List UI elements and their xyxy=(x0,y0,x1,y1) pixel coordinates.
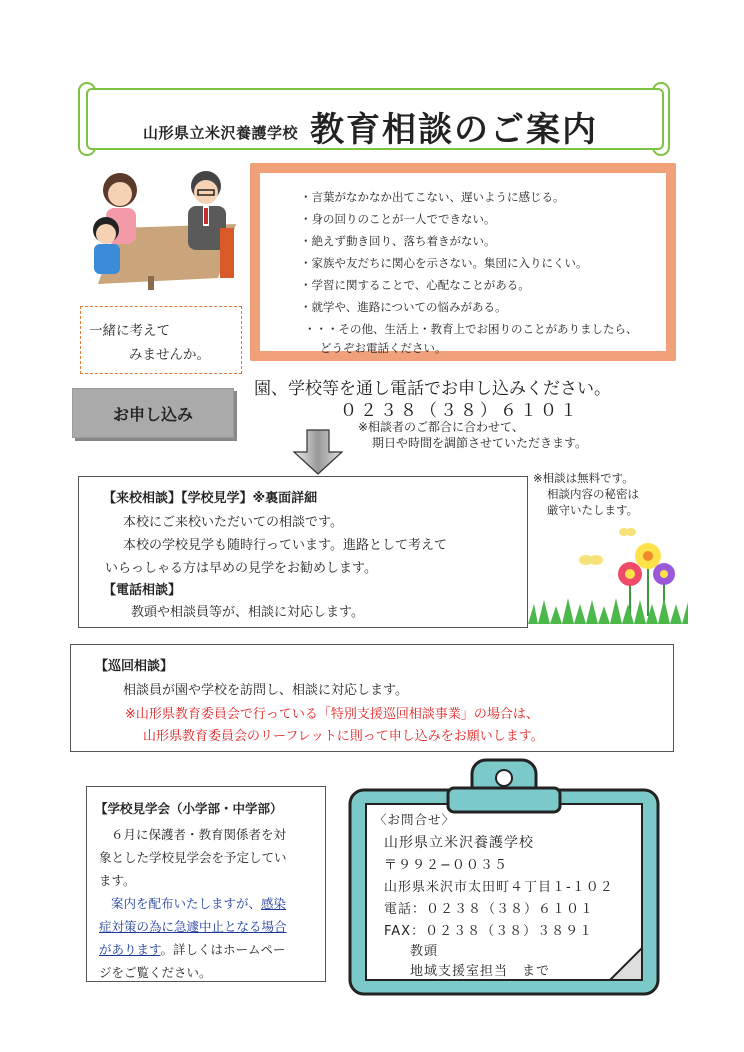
contact-postal: 〒９９２−００３５ xyxy=(384,858,508,873)
consultation-illustration xyxy=(88,168,238,290)
contact-department: 地域支援室担当 まで xyxy=(410,964,551,979)
contact-clipboard xyxy=(348,754,660,996)
concern-list-box xyxy=(250,163,676,361)
concern-item: ・家族や友だちに関心を示さない。集団に入りにくい。 xyxy=(300,256,588,270)
contact-school: 山形県立米沢養護学校 xyxy=(384,835,534,851)
visit-line-3: いらっしゃる方は早めの見学をお勧めします。 xyxy=(105,561,377,576)
school-tour-line: ６月に保護者・教育関係者を対 xyxy=(111,827,287,842)
together-line-2: みませんか。 xyxy=(129,347,210,363)
phone-number[interactable]: ０２３８（３８）６１０１ xyxy=(340,401,580,421)
phone-consultation-line: 教頭や相談員等が、相談に対応します。 xyxy=(131,605,364,620)
concern-item: ・学習に関することで、心配なことがある。 xyxy=(300,278,530,292)
title-banner xyxy=(78,82,670,154)
school-tour-heading: 【学校見学会（小学部・中学部） xyxy=(95,801,283,816)
free-note-line-1: ※相談は無料です。 xyxy=(533,471,634,485)
school-tour-text: 案内を配布いたしますが、 xyxy=(111,896,262,911)
contact-heading: 〈お問合せ〉 xyxy=(374,812,456,827)
cancellation-notice-link[interactable]: 症対策の為に急遽中止となる場合 xyxy=(99,919,287,934)
school-tour-line xyxy=(111,894,286,912)
school-tour-line: ます。 xyxy=(99,873,136,888)
together-line-1: 一緒に考えて xyxy=(89,323,170,339)
tour-red-note-1: ※山形県教育委員会で行っている「特別支援巡回相談事業」の場合は、 xyxy=(125,707,539,722)
contact-person: 教頭 xyxy=(410,944,439,959)
free-note-line-2: 相談内容の秘密は xyxy=(547,487,639,501)
school-tour-line: ジをご覧ください。 xyxy=(99,965,212,980)
tour-red-note-2: 山形県教育委員会のリーフレットに則って申し込みをお願いします。 xyxy=(143,729,544,744)
concern-list-inner xyxy=(260,173,666,355)
concern-item: ・絶えず動き回り、落ち着きがない。 xyxy=(300,234,496,248)
schedule-note-2: 期日や時間を調節させていただきます。 xyxy=(372,436,588,450)
flowers-illustration xyxy=(528,520,688,624)
free-note-line-3: 厳守いたします。 xyxy=(547,503,639,517)
schedule-note-1: ※相談者のご都合に合わせて、 xyxy=(358,420,524,434)
school-tour-box xyxy=(86,786,326,982)
apply-button[interactable] xyxy=(72,388,234,438)
concern-item: ・就学や、進路についての悩みがある。 xyxy=(300,300,507,314)
together-callout xyxy=(80,306,242,374)
page-title: 教育相談のご案内 xyxy=(310,110,598,150)
visit-line-2: 本校の学校見学も随時行っています。進路として考えて xyxy=(123,538,447,553)
concern-closing: ・・・その他、生活上・教育上でお困りのことがありましたら、 xyxy=(304,322,638,336)
down-arrow-icon xyxy=(292,428,344,476)
visit-line-1: 本校にご来校いただいての相談です。 xyxy=(123,515,343,530)
contact-tel[interactable]: 電話：０２３８（３８）６１０１ xyxy=(384,902,595,917)
cancellation-notice-link[interactable]: があります xyxy=(99,942,161,957)
concern-item: ・言葉がなかなか出てこない、遅いように感じる。 xyxy=(300,190,565,204)
school-tour-line xyxy=(99,940,286,958)
school-tour-line: 象とした学校見学会を予定してい xyxy=(99,850,287,865)
contact-address: 山形県米沢市太田町４丁目１-１０２ xyxy=(384,880,614,895)
phone-consultation-heading: 【電話相談】 xyxy=(103,583,182,598)
free-note xyxy=(533,470,683,518)
concern-closing-2: どうぞお電話ください。 xyxy=(320,341,447,355)
school-name: 山形県立米沢養護学校 xyxy=(143,124,299,142)
apply-button-label: お申し込み xyxy=(113,405,194,424)
concern-item: ・身の回りのことが一人でできない。 xyxy=(300,212,496,226)
tour-consultation-box xyxy=(70,644,674,752)
apply-instruction: 園、学校等を通し電話でお申し込みください。 xyxy=(254,379,611,399)
tour-heading: 【巡回相談】 xyxy=(95,659,174,674)
cancellation-notice-link[interactable]: 感染 xyxy=(261,896,287,911)
school-tour-text: 。詳しくはホームペー xyxy=(160,942,286,957)
tour-line-1: 相談員が園や学校を訪問し、相談に対応します。 xyxy=(123,683,408,698)
banner-inner xyxy=(86,88,664,150)
visit-consultation-box xyxy=(78,476,528,628)
contact-fax: FAX：０２３８（３８）３８９１ xyxy=(384,924,594,939)
visit-heading: 【来校相談】【学校見学】※裏面詳細 xyxy=(103,491,318,506)
